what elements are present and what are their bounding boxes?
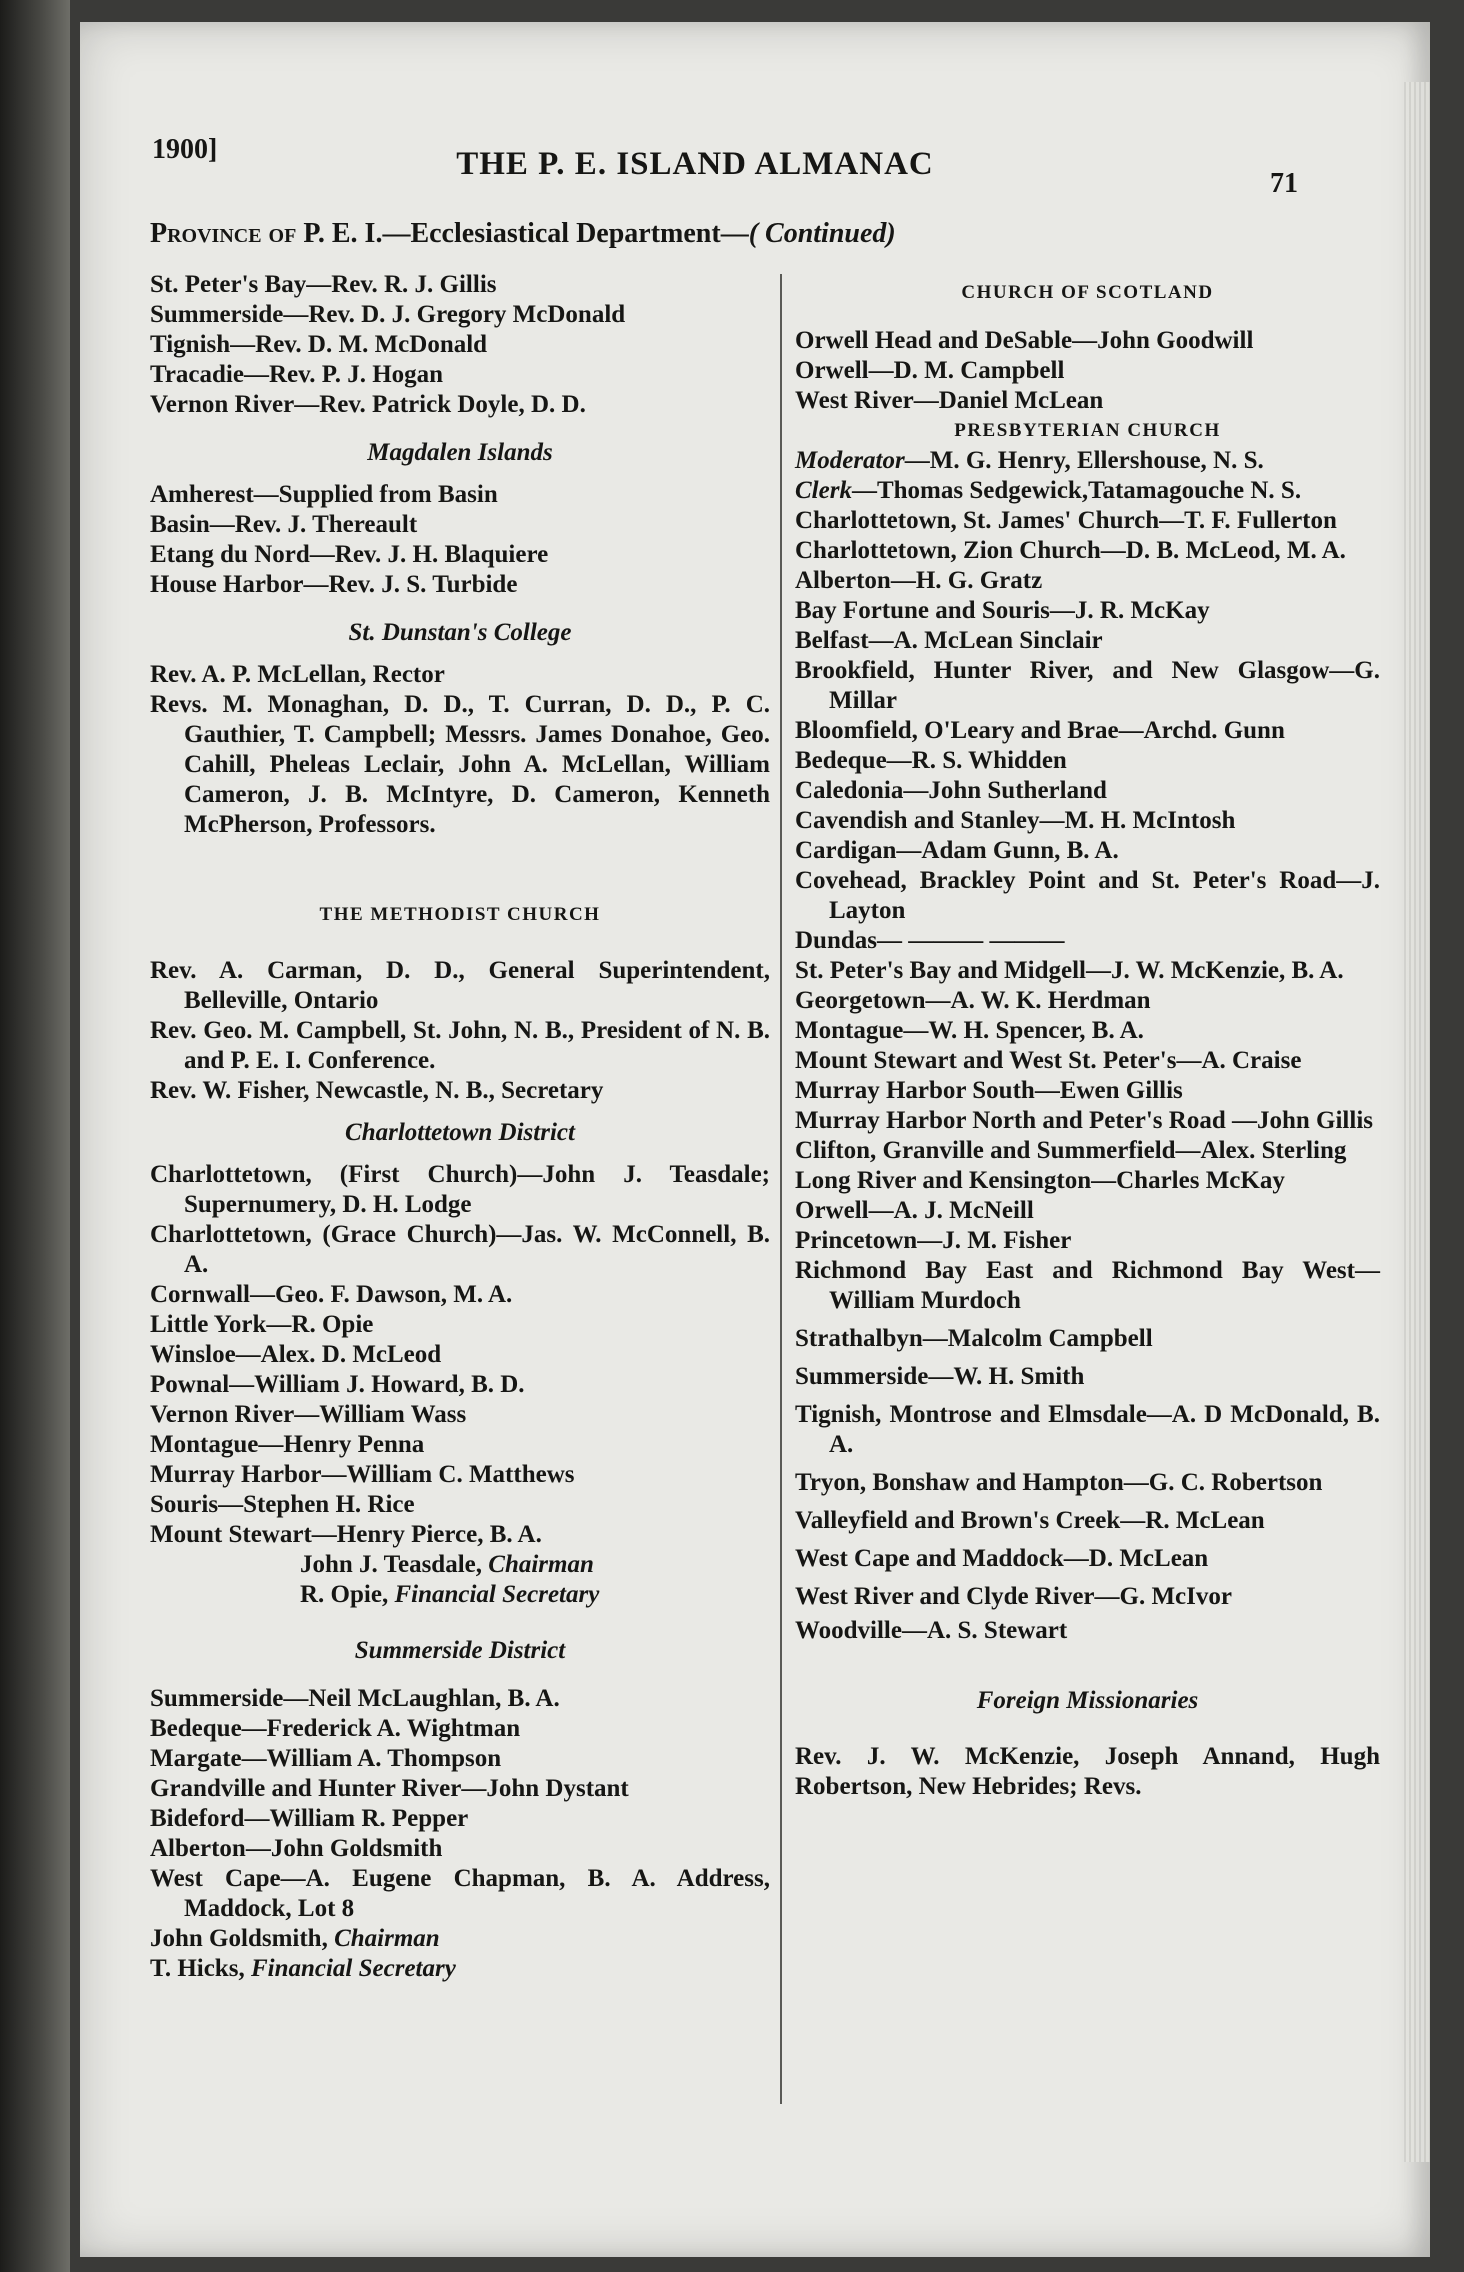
right-column xyxy=(795,270,1380,1802)
list-item: Charlottetown, (Grace Church)—Jas. W. McConnell, B. A. xyxy=(150,1221,770,1278)
list-item: Alberton—H. G. Gratz xyxy=(795,567,1043,594)
list-item: West Cape and Maddock—D. McLean xyxy=(795,1545,1209,1572)
st-dunstans-college-list xyxy=(150,660,770,840)
list-item: Rev. A. Carman, D. D., General Superintendent, Belleville, Ontario xyxy=(150,957,770,1014)
list-item: Mount Stewart and West St. Peter's—A. Craise xyxy=(795,1047,1302,1074)
header-title: THE P. E. ISLAND ALMANAC xyxy=(456,146,934,182)
list-item: Murray Harbor—William C. Matthews xyxy=(150,1461,575,1488)
list-item: Vernon River—William Wass xyxy=(150,1401,467,1428)
secretary-name: R. Opie, xyxy=(300,1581,389,1608)
page-number: 71 xyxy=(1270,168,1298,199)
list-item: Bloomfield, O'Leary and Brae—Archd. Gunn xyxy=(795,717,1285,744)
list-item: St. Peter's Bay and Midgell—J. W. McKenzie, B. A. xyxy=(795,957,1344,984)
district-financial-secretary xyxy=(150,1954,770,1984)
methodist-officers-list xyxy=(150,956,770,1106)
section-subheading xyxy=(150,218,1350,250)
list-item: Clifton, Granville and Summerfield—Alex. Sterling xyxy=(795,1137,1347,1164)
list-item: Alberton—John Goldsmith xyxy=(150,1835,443,1862)
list-item: Mount Stewart—Henry Pierce, B. A. xyxy=(150,1521,542,1548)
almanac-page xyxy=(80,22,1430,2257)
list-item: Summerside—W. H. Smith xyxy=(795,1363,1085,1390)
charlottetown-district-heading: Charlottetown District xyxy=(345,1119,575,1146)
list-item: Strathalbyn—Malcolm Campbell xyxy=(795,1325,1153,1352)
chairman-role: Chairman xyxy=(334,1925,440,1952)
list-item: Covehead, Brackley Point and St. Peter's Road—J. Layton xyxy=(795,867,1380,924)
page-edge xyxy=(1404,82,1430,2162)
list-item: Woodville—A. S. Stewart xyxy=(795,1617,1068,1644)
church-of-scotland-list xyxy=(795,326,1380,416)
magdalen-islands-list xyxy=(150,480,770,600)
list-item: Caledonia—John Sutherland xyxy=(795,777,1107,804)
list-item: Brookfield, Hunter River, and New Glasgow—G. Millar xyxy=(795,657,1380,714)
list-item: Basin—Rev. J. Thereault xyxy=(150,511,418,538)
list-item: Bideford—William R. Pepper xyxy=(150,1805,469,1832)
page-header xyxy=(80,118,1380,199)
list-item: Charlottetown, Zion Church—D. B. McLeod, M. A. xyxy=(795,537,1346,564)
list-item: Cornwall—Geo. F. Dawson, M. A. xyxy=(150,1281,513,1308)
list-item: Margate—William A. Thompson xyxy=(150,1745,502,1772)
presbyterian-church-list xyxy=(795,446,1380,1646)
list-item: Charlottetown, St. James' Church—T. F. Fullerton xyxy=(795,507,1337,534)
list-item: Orwell Head and DeSable—John Goodwill xyxy=(795,327,1254,354)
district-chairman xyxy=(150,1550,770,1580)
presbyterian-church-heading: PRESBYTERIAN CHURCH xyxy=(954,420,1221,441)
list-item: Little York—R. Opie xyxy=(150,1311,374,1338)
list-item: West River—Daniel McLean xyxy=(795,387,1104,414)
moderator-label: Moderator xyxy=(795,447,905,474)
list-item: Long River and Kensington—Charles McKay xyxy=(795,1167,1285,1194)
list-item: Amherest—Supplied from Basin xyxy=(150,481,498,508)
clerk-text: —Thomas Sedgewick,Tatamagouche N. S. xyxy=(851,477,1302,504)
list-item: Murray Harbor North and Peter's Road —John Gillis xyxy=(795,1107,1374,1134)
list-item: Orwell—A. J. McNeill xyxy=(795,1197,1034,1224)
list-item: Rev. W. Fisher, Newcastle, N. B., Secretary xyxy=(150,1077,604,1104)
list-item: Cardigan—Adam Gunn, B. A. xyxy=(795,837,1119,864)
list-item: Valleyfield and Brown's Creek—R. McLean xyxy=(795,1507,1265,1534)
summerside-district-list xyxy=(150,1684,770,1984)
list-item: House Harbor—Rev. J. S. Turbide xyxy=(150,571,518,598)
list-item: Tignish, Montrose and Elmsdale—A. D McDonald, B. A. xyxy=(795,1401,1380,1458)
list-item: Pownal—William J. Howard, B. D. xyxy=(150,1371,525,1398)
chairman-name: John Goldsmith, xyxy=(150,1925,328,1952)
list-item: Cavendish and Stanley—M. H. McIntosh xyxy=(795,807,1236,834)
list-item: Montague—W. H. Spencer, B. A. xyxy=(795,1017,1144,1044)
list-item: Tignish—Rev. D. M. McDonald xyxy=(150,331,488,358)
list-item: Tracadie—Rev. P. J. Hogan xyxy=(150,361,444,388)
left-column xyxy=(150,270,770,1984)
column-divider xyxy=(780,274,782,2104)
chairman-role: Chairman xyxy=(488,1551,594,1578)
list-item: Bay Fortune and Souris—J. R. McKay xyxy=(795,597,1210,624)
list-item: Richmond Bay East and Richmond Bay West—William Murdoch xyxy=(795,1257,1380,1314)
list-item: Revs. M. Monaghan, D. D., T. Curran, D. D., P. C. Gauthier, T. Campbell; Messrs. James Donahoe, Geo. Cahill, Pheleas Leclair, John A. McLellan, William Cameron, J. B. McIntyre, D. Cameron, Kenneth McPherson, Professors. xyxy=(150,691,770,838)
list-item: Summerside—Neil McLaughlan, B. A. xyxy=(150,1685,560,1712)
list-item: Rev. Geo. M. Campbell, St. John, N. B., President of N. B. and P. E. I. Conference. xyxy=(150,1017,770,1074)
roman-catholic-parish-list xyxy=(150,270,770,420)
chairman-name: John J. Teasdale, xyxy=(300,1551,483,1578)
list-item: Charlottetown, (First Church)—John J. Teasdale; Supernumery, D. H. Lodge xyxy=(150,1161,770,1218)
secretary-role: Financial Secretary xyxy=(394,1581,600,1608)
clerk-entry xyxy=(795,476,1380,506)
foreign-missionaries-text: Rev. J. W. McKenzie, Joseph Annand, Hugh Robertson, New Hebrides; Revs. xyxy=(795,1743,1380,1800)
subheading-main: P. E. I.—Ecclesiastical Department— xyxy=(303,218,749,249)
list-item: Princetown—J. M. Fisher xyxy=(795,1227,1072,1254)
list-item: Vernon River—Rev. Patrick Doyle, D. D. xyxy=(150,391,586,418)
list-item: Souris—Stephen H. Rice xyxy=(150,1491,415,1518)
district-chairman xyxy=(150,1924,770,1954)
clerk-label: Clerk xyxy=(795,477,852,504)
list-item: West Cape—A. Eugene Chapman, B. A. Address, Maddock, Lot 8 xyxy=(150,1865,770,1922)
secretary-role: Financial Secretary xyxy=(250,1955,456,1982)
secretary-name: T. Hicks, xyxy=(150,1955,245,1982)
charlottetown-district-list xyxy=(150,1160,770,1610)
list-item: Belfast—A. McLean Sinclair xyxy=(795,627,1103,654)
foreign-missionaries-heading: Foreign Missionaries xyxy=(976,1687,1199,1714)
subheading-prefix: Province of xyxy=(150,218,297,249)
list-item: Orwell—D. M. Campbell xyxy=(795,357,1065,384)
methodist-church-heading: THE METHODIST CHURCH xyxy=(319,904,601,925)
list-item: Rev. A. P. McLellan, Rector xyxy=(150,661,445,688)
list-item: West River and Clyde River—G. McIvor xyxy=(795,1583,1232,1610)
st-dunstans-college-heading: St. Dunstan's College xyxy=(348,619,572,646)
list-item: Dundas— ——— ——— xyxy=(795,927,1065,954)
summerside-district-heading: Summerside District xyxy=(354,1637,566,1664)
district-financial-secretary xyxy=(150,1580,770,1610)
book-spine xyxy=(0,0,70,2272)
list-item: Bedeque—Frederick A. Wightman xyxy=(150,1715,521,1742)
subheading-continued: ( Continued) xyxy=(748,218,896,249)
list-item: St. Peter's Bay—Rev. R. J. Gillis xyxy=(150,271,497,298)
list-item: Murray Harbor South—Ewen Gillis xyxy=(795,1077,1183,1104)
church-of-scotland-heading: CHURCH OF SCOTLAND xyxy=(961,282,1214,303)
moderator-text: —M. G. Henry, Ellershouse, N. S. xyxy=(904,447,1264,474)
magdalen-islands-heading: Magdalen Islands xyxy=(367,439,553,466)
list-item: Tryon, Bonshaw and Hampton—G. C. Robertson xyxy=(795,1469,1323,1496)
list-item: Bedeque—R. S. Whidden xyxy=(795,747,1067,774)
list-item: Montague—Henry Penna xyxy=(150,1431,425,1458)
list-item: Georgetown—A. W. K. Herdman xyxy=(795,987,1151,1014)
list-item: Summerside—Rev. D. J. Gregory McDonald xyxy=(150,301,626,328)
moderator-entry xyxy=(795,446,1380,476)
list-item: Grandville and Hunter River—John Dystant xyxy=(150,1775,629,1802)
list-item: Etang du Nord—Rev. J. H. Blaquiere xyxy=(150,541,549,568)
header-year: 1900] xyxy=(152,134,218,165)
list-item: Winsloe—Alex. D. McLeod xyxy=(150,1341,442,1368)
